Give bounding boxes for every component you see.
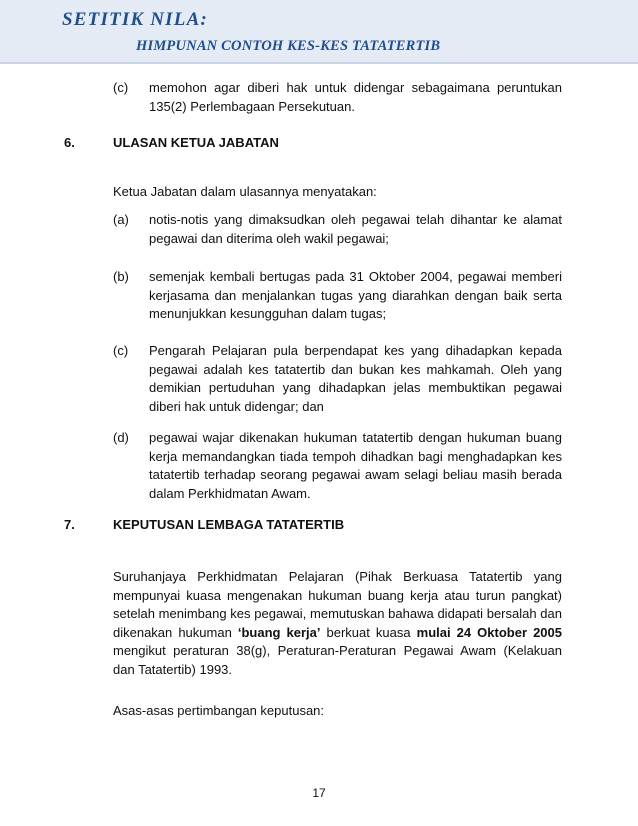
item-label: (c) — [113, 80, 129, 95]
section-number: 6. — [64, 135, 75, 150]
section-title: ULASAN KETUA JABATAN — [113, 135, 279, 150]
decision-text: mengikut peraturan 38(g), Peraturan-Peraturan Pegawai Awam (Kelakuan dan Tatatertib) 1993. — [113, 643, 562, 677]
item-label: (b) — [113, 269, 129, 284]
item-text: pegawai wajar dikenakan hukuman tatatertib dengan hukuman buang kerja memandangkan tiada tempoh dihadkan bagi menghadapkan kes tatatertib terhadap seorang pegawai awam selagi beliau masih berada dalam Perkhidmatan Awam. — [149, 430, 562, 501]
decision-text: berkuat kuasa — [320, 624, 417, 640]
effective-date-text: mulai 24 Oktober 2005 — [416, 624, 562, 640]
section-number: 7. — [64, 517, 75, 532]
item-text: memohon agar diberi hak untuk didengar sebagaimana peruntukan 135(2) Perlembagaan Persekutuan. — [149, 80, 562, 114]
item-text: notis-notis yang dimaksudkan oleh pegawai telah dihantar ke alamat pegawai dan diterima oleh wakil pegawai; — [149, 212, 562, 246]
header-title: SETITIK NILA: — [62, 9, 208, 30]
penalty-text: ‘buang kerja’ — [237, 624, 321, 640]
item-text: Pengarah Pelajaran pula berpendapat kes yang dihadapkan kepada pegawai adalah kes tatatertib dan bukan kes mahkamah. Oleh yang demikian pertuduhan yang dihadapkan jelas membuktikan pegawai diberi hak untuk didengar; dan — [149, 343, 562, 414]
closing-line: Asas-asas pertimbangan keputusan: — [113, 703, 325, 718]
decision-paragraph — [113, 568, 562, 679]
item-label: (d) — [113, 430, 129, 445]
decision-text: Suruhanjaya Perkhidmatan Pelajaran (Pihak Berkuasa Tatatertib yang mempunyai kuasa mengenakan hukuman buang kerja atau turun pangkat) setelah menimbang kes pegawai, memutuskan bahawa didapati bersalah dan dikenakan hukuman — [113, 569, 562, 640]
section-title: KEPUTUSAN LEMBAGA TATATERTIB — [113, 517, 345, 532]
section-intro: Ketua Jabatan dalam ulasannya menyatakan: — [113, 184, 377, 199]
header-subtitle: HIMPUNAN CONTOH KES-KES TATATERTIB — [136, 38, 441, 54]
header-divider — [0, 62, 638, 64]
item-label: (a) — [113, 212, 129, 227]
item-text: semenjak kembali bertugas pada 31 Oktober 2004, pegawai memberi kerjasama dan menjalankan tugas yang diarahkan dengan baik serta menunjukkan kesungguhan dalam tugas; — [149, 269, 562, 321]
item-label: (c) — [113, 343, 129, 358]
page-number: 17 — [312, 786, 326, 800]
